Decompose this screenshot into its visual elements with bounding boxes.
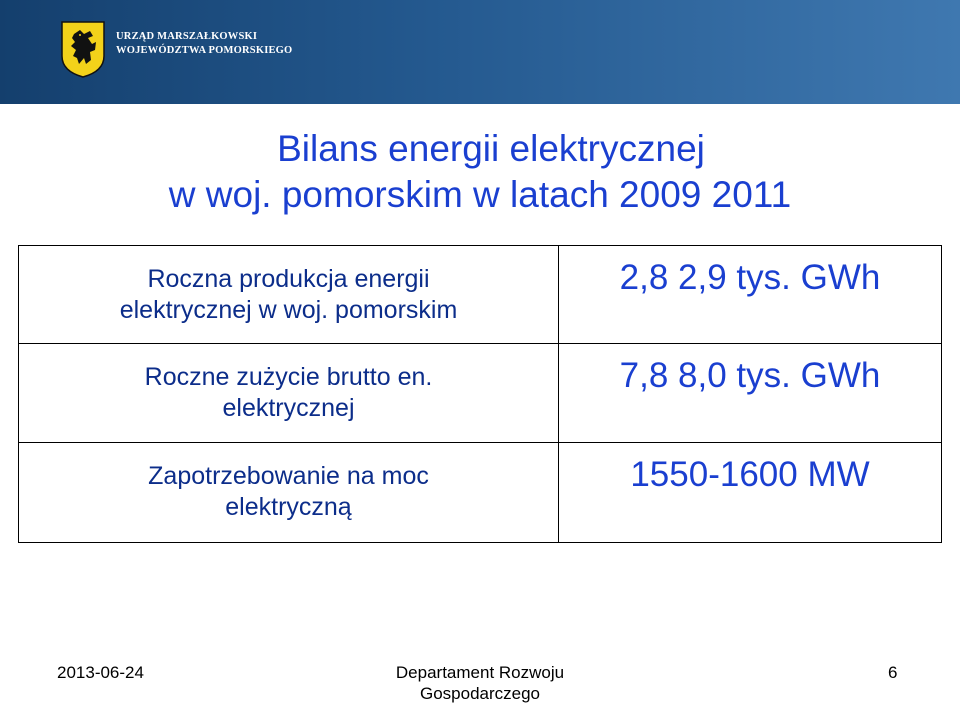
slide-title-line1: Bilans energii elektrycznej [277,128,705,169]
slide-title-line2: w woj. pomorskim w latach 2009 2011 [168,174,792,215]
table-row [19,344,942,442]
footer-date: 2013-06-24 [57,663,144,682]
row-label-line1: Zapotrzebowanie na moc [148,462,429,491]
header-band [0,0,960,104]
row-label [19,442,559,542]
row-value [559,246,942,344]
row-value-text: 7,8 8,0 tys. GWh [619,355,881,395]
organization-name-line2: WOJEWÓDZTWA POMORSKIEGO [116,45,293,56]
slide-title [0,126,960,218]
table-row [19,442,942,542]
row-label [19,246,559,344]
footer-page-number: 6 [888,663,898,682]
organization-name [116,30,292,58]
footer-department [360,662,600,704]
row-label-line1: Roczna produkcja energii [147,264,430,293]
organization-name-line1: URZĄD MARSZAŁKOWSKI [116,31,258,42]
row-value [559,344,942,442]
row-label-line2: elektryczną [225,493,352,522]
table-row [19,246,942,344]
row-label-line2: elektrycznej w woj. pomorskim [119,295,458,324]
row-value [559,442,942,542]
footer-department-line1: Departament Rozwoju [395,663,565,682]
row-label-line2: elektrycznej [222,393,355,422]
row-label-line1: Roczne zużycie brutto en. [144,362,433,391]
griffin-crest-icon [60,20,106,78]
footer-department-line2: Gospodarczego [419,684,541,703]
row-label [19,344,559,442]
row-value-text: 2,8 2,9 tys. GWh [619,257,881,297]
energy-balance-table [18,245,942,543]
row-value-text: 1550-1600 MW [630,455,870,495]
